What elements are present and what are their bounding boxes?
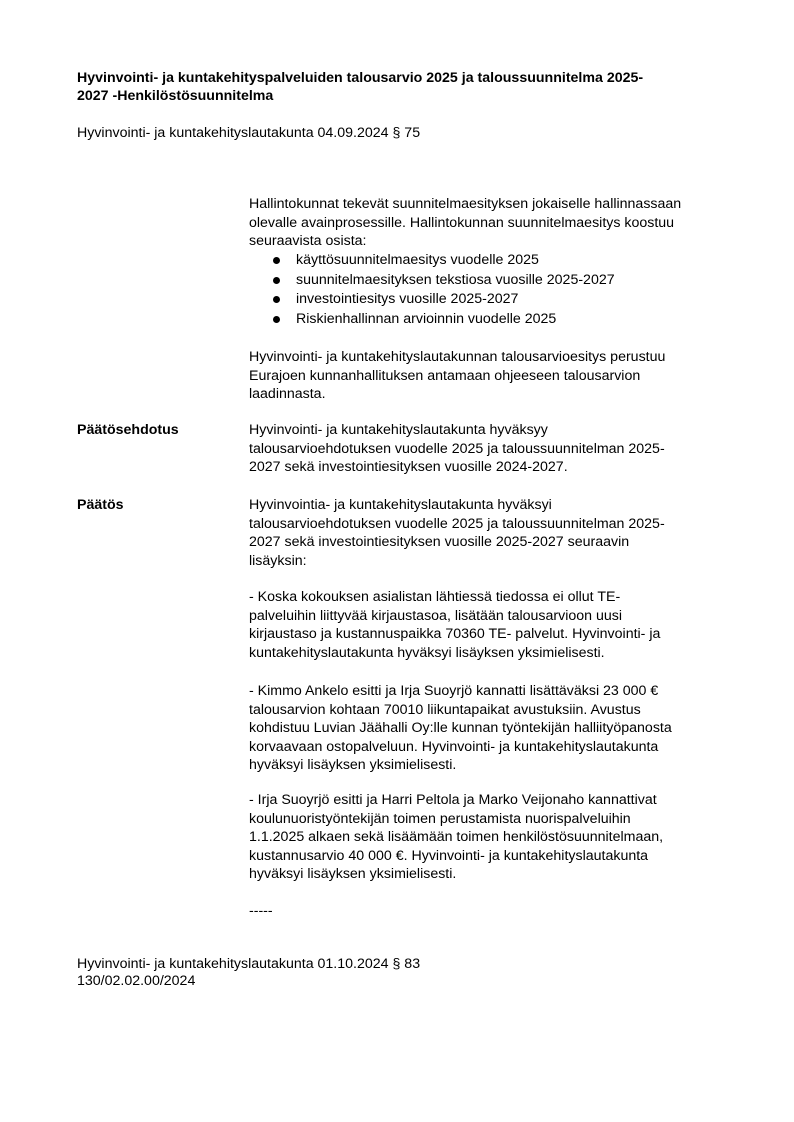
paragraph-line: laadinnasta. [249, 386, 326, 403]
bullet-dot-icon [273, 296, 280, 303]
proposal-text [249, 421, 749, 477]
intro-line: Hallintokunnat tekevät suunnitelmaesityksen jokaiselle hallinnassaan [249, 196, 682, 212]
bullet-dot-icon [273, 277, 280, 284]
addition-line: korvaavaan ostopalveluun. Hyvinvointi- ja kuntakehityslautakunta [249, 738, 659, 755]
addition-line: - Koska kokouksen asialistan lähtiessä tiedossa ei ollut TE- [249, 589, 621, 605]
addition-line: - Kimmo Ankelo esitti ja Irja Suoyrjö kannatti lisättäväksi 23 000 € [249, 683, 659, 699]
meeting-reference-top: Hyvinvointi- ja kuntakehityslautakunta 04.09.2024 § 75 [77, 125, 421, 141]
intro-line: seuraavista osista: [249, 233, 367, 250]
decision-line: 2027 sekä investointiesityksen vuosille 2025-2027 seuraavin [249, 534, 630, 551]
addition-line: kirjaustaso ja kustannuspaikka 70360 TE- palvelut. Hyvinvointi- ja [249, 626, 661, 643]
proposal-line: Hyvinvointi- ja kuntakehityslautakunta hyväksyy [249, 422, 548, 438]
bullet-list [249, 251, 749, 329]
addition-line: 1.1.2025 alkaen sekä lisäämään toimen henkilöstösuunnitelmaan, [249, 829, 664, 846]
intro-paragraph-2 [249, 348, 749, 404]
decision-label: Päätös [77, 497, 124, 513]
title-line-1: Hyvinvointi- ja kuntakehityspalveluiden talousarvio 2025 ja taloussuunnitelma 2025- [77, 70, 644, 86]
decision-separator [249, 902, 749, 921]
bullet-item [249, 251, 749, 271]
addition-line: kustannusarvio 40 000 €. Hyvinvointi- ja kuntakehityslautakunta [249, 847, 649, 864]
paragraph-line: Eurajoen kunnanhallituksen antamaan ohjeeseen talousarvion [249, 367, 641, 384]
bullet-text: suunnitelmaesityksen tekstiosa vuosille 2025-2027 [296, 271, 615, 288]
bullet-item [249, 271, 749, 291]
decision-line: talousarvioehdotuksen vuodelle 2025 ja taloussuunnitelman 2025- [249, 515, 665, 532]
decision-line: Hyvinvointia- ja kuntakehityslautakunta hyväksyi [249, 497, 552, 513]
intro-line: olevalle avainprosessille. Hallintokunnan suunnitelmaesitys koostuu [249, 214, 675, 231]
document-title [77, 69, 737, 105]
separator-text: ----- [249, 903, 273, 919]
decision-addition-1 [249, 588, 749, 662]
bullet-text: investointiesitys vuosille 2025-2027 [296, 291, 519, 307]
footer-reference [77, 956, 420, 990]
addition-line: kuntakehityslautakunta hyväksyi lisäyksen yksimielisesti. [249, 644, 605, 661]
addition-line: hyväksyi lisäyksen yksimielisesti. [249, 866, 457, 883]
addition-line: - Irja Suoyrjö esitti ja Harri Peltola ja Marko Veijonaho kannattivat [249, 792, 657, 808]
decision-line: lisäyksin: [249, 552, 307, 569]
proposal-line: 2027 sekä investointiesityksen vuosille 2024-2027. [249, 459, 568, 476]
addition-line: koulunuoristyöntekijän toimen perustamista nuorispalveluihin [249, 810, 631, 827]
bullet-text: Riskienhallinnan arvioinnin vuodelle 2025 [296, 310, 557, 327]
bullet-dot-icon [273, 257, 280, 264]
paragraph-line: Hyvinvointi- ja kuntakehityslautakunnan talousarvioesitys perustuu [249, 349, 666, 365]
footer-record-number: 130/02.02.00/2024 [77, 973, 196, 989]
bullet-item [249, 290, 749, 310]
addition-line: palveluihin liittyvää kirjaustasoa, lisätään talousarvioon uusi [249, 607, 623, 624]
decision-addition-2 [249, 682, 749, 775]
addition-line: kohdistuu Luvian Jäähalli Oy:lle kunnan työntekijän halliityöpanosta [249, 720, 672, 737]
addition-line: hyväksyi lisäyksen yksimielisesti. [249, 757, 457, 774]
bullet-text: käyttösuunnitelmaesitys vuodelle 2025 [296, 252, 539, 268]
bullet-dot-icon [273, 316, 280, 323]
decision-intro [249, 496, 749, 570]
intro-paragraph [249, 195, 749, 251]
proposal-label: Päätösehdotus [77, 422, 179, 438]
footer-meeting: Hyvinvointi- ja kuntakehityslautakunta 01.10.2024 § 83 [77, 956, 421, 972]
title-line-2: 2027 -Henkilöstösuunnitelma [77, 88, 274, 104]
decision-addition-3 [249, 791, 749, 884]
addition-line: talousarvion kohtaan 70010 liikuntapaikat avustuksiin. Avustus [249, 701, 641, 718]
proposal-line: talousarvioehdotuksen vuodelle 2025 ja taloussuunnitelman 2025- [249, 440, 665, 457]
bullet-item [249, 310, 749, 330]
